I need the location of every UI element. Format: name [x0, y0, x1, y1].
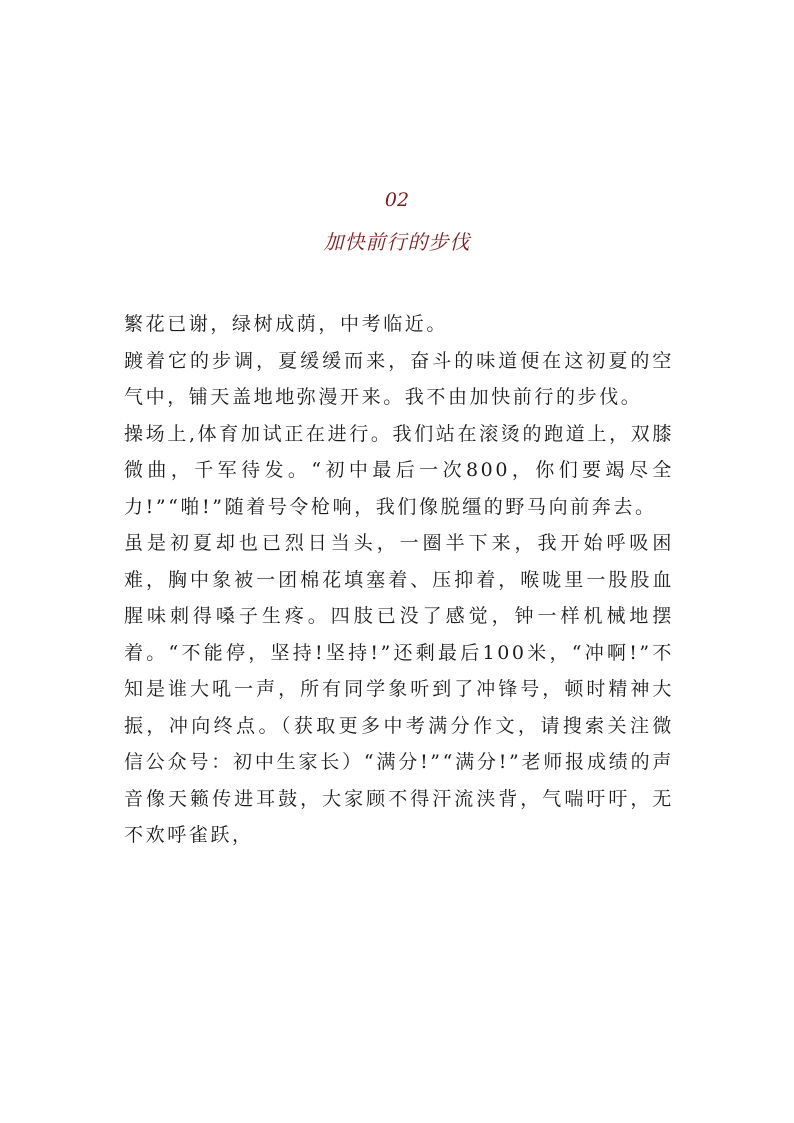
paragraph-4: 虽是初夏却也已烈日当头，一圈半下来，我开始呼吸困难，胸中象被一团棉花填塞着、压抑着，喉咙里一股股血腥味刺得嗓子生疼。四肢已没了感觉，钟一样机械地摆着。“不能停，坚持!坚持!”还剩最后100米，“冲啊!”不知是谁大吼一声，所有同学象听到了冲锋号，顿时精神大振，冲向终点。（获取更多中考满分作文，请搜索关注微信公众号：初中生家长）“满分!”“满分!”老师报成绩的声音像天籁传进耳鼓，大家顾不得汗流浃背，气喘吁吁，无不欢呼雀跃，	[124, 532, 674, 846]
section-title: 加快前行的步伐	[323, 230, 471, 254]
paragraph-2: 踱着它的步调，夏缓缓而来，奋斗的味道便在这初夏的空气中，铺天盖地地弥漫开来。我不由加快前行的步伐。	[124, 349, 674, 408]
section-heading	[0, 186, 794, 257]
section-number: 02	[384, 189, 410, 211]
body-text	[124, 306, 674, 854]
paragraph-1: 繁花已谢，绿树成荫，中考临近。	[124, 313, 449, 335]
paragraph-3: 操场上,体育加试正在进行。我们站在滚烫的跑道上，双膝微曲，千军待发。“初中最后一次800，你们要竭尽全力!”“啪!”随着号令枪响，我们像脱缰的野马向前奔去。	[124, 422, 674, 518]
